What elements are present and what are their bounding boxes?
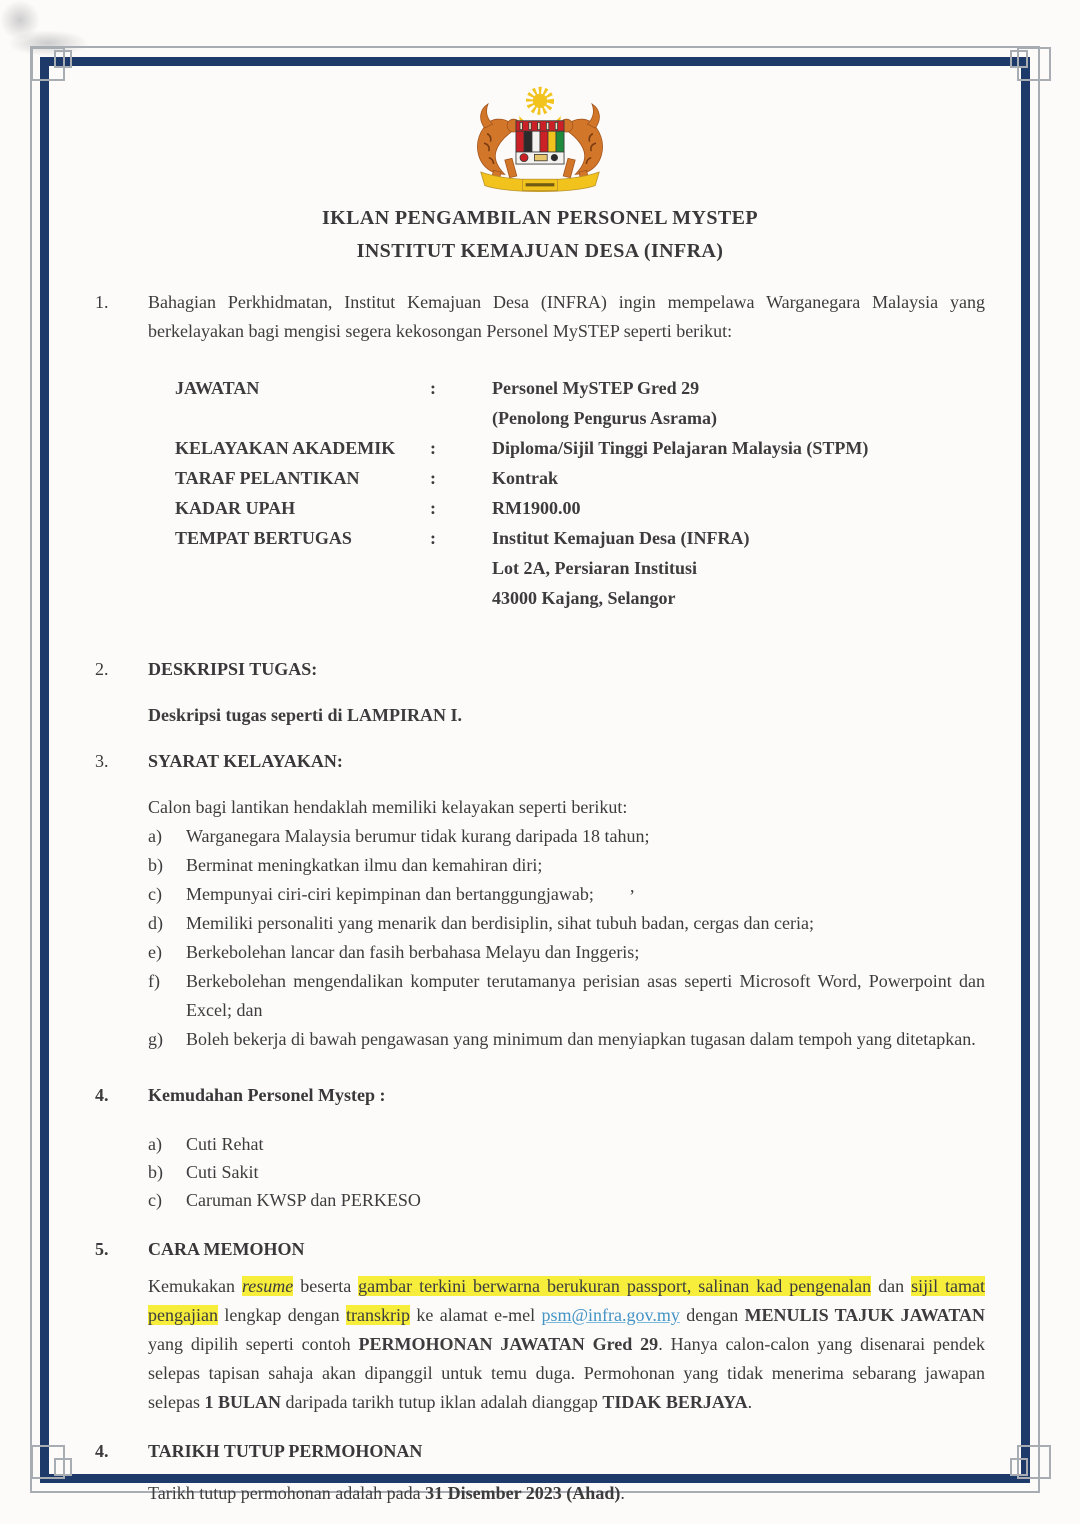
list-item: a) Cuti Rehat (148, 1134, 264, 1154)
section-intro (95, 288, 985, 346)
document-title-line1: IKLAN PENGAMBILAN PERSONEL MYSTEP (321, 207, 759, 229)
tarikh-paragraph: Tarikh tutup permohonan adalah pada 31 Disember 2023 (Ahad). (148, 1483, 625, 1503)
job-label: JAWATAN (175, 378, 260, 398)
document-title-line2: INSTITUT KEMAJUAN DESA (INFRA) (356, 240, 724, 262)
job-value: Institut Kemajuan Desa (INFRA) Lot 2A, Persiaran Institusi 43000 Kajang, Selangor (492, 528, 750, 608)
table-row: KELAYAKAN AKADEMIK : Diploma/Sijil Tinggi Pelajaran Malaysia (STPM) (175, 433, 985, 463)
list-item: b) Berminat meningkatkan ilmu dan kemahiran diri; (148, 855, 543, 875)
list-item: c) Mempunyai ciri-ciri kepimpinan dan bertanggungjawab; (148, 884, 594, 904)
section-deskripsi-tugas (95, 655, 985, 730)
section-number: 4. (95, 1085, 109, 1105)
section-syarat-kelayakan (95, 747, 985, 1054)
list-item: a) Warganegara Malaysia berumur tidak kurang daripada 18 tahun; (148, 826, 650, 846)
section-number: 2. (95, 659, 109, 679)
list-item: c) Caruman KWSP dan PERKESO (148, 1190, 421, 1210)
table-row: TEMPAT BERTUGAS : Institut Kemajuan Desa (INFRA) Lot 2A, Persiaran Institusi 43000 Kajang, Selangor (175, 523, 985, 613)
section-heading: DESKRIPSI TUGAS: (148, 659, 318, 679)
section-cara-memohon (95, 1235, 985, 1417)
intro-paragraph: Bahagian Perkhidmatan, Institut Kemajuan Desa (INFRA) ingin mempelawa Warganegara Malaysia yang berkelayakan bagi mengisi segera kekosongan Personel MySTEP seperti berikut: (148, 292, 985, 341)
job-value: RM1900.00 (492, 498, 581, 518)
highlighted-text: sijil tamat pengajian (148, 1276, 986, 1325)
job-label: TARAF PELANTIKAN (175, 468, 360, 488)
section-tarikh-tutup (95, 1437, 985, 1508)
section-heading: CARA MEMOHON (148, 1239, 305, 1259)
section-kemudahan (95, 1081, 985, 1214)
kemudahan-list (148, 1130, 985, 1214)
job-value: Kontrak (492, 468, 559, 488)
section-heading: Kemudahan Personel Mystep : (148, 1085, 386, 1105)
list-item: e) Berkebolehan lancar dan fasih berbahasa Melayu dan Inggeris; (148, 942, 640, 962)
job-label: TEMPAT BERTUGAS (175, 528, 352, 548)
table-row: JAWATAN : Personel MySTEP Gred 29 (Penolong Pengurus Asrama) (175, 373, 985, 433)
syarat-intro: Calon bagi lantikan hendaklah memiliki kelayakan seperti berikut: (148, 797, 628, 817)
section-number: 3. (95, 751, 109, 771)
job-label: KADAR UPAH (175, 498, 296, 518)
job-value: Personel MySTEP Gred 29 (Penolong Pengurus Asrama) (492, 378, 717, 428)
list-item: f) Berkebolehan mengendalikan komputer terutamanya perisian asas seperti Microsoft Word, Powerpoint dan Excel; dan (148, 971, 985, 1020)
section-heading: SYARAT KELAYAKAN: (148, 751, 343, 771)
email-link[interactable]: psm@infra.gov.my (541, 1305, 680, 1325)
document-title (95, 202, 985, 268)
deskripsi-body: Deskripsi tugas seperti di LAMPIRAN I. (148, 705, 463, 725)
syarat-list (148, 822, 985, 1054)
section-number: 1. (95, 292, 109, 312)
list-item: d) Memiliki personaliti yang menarik dan berdisiplin, sihat tubuh badan, cergas dan ceria; (148, 913, 814, 933)
section-heading: TARIKH TUTUP PERMOHONAN (148, 1441, 423, 1461)
job-value: Diploma/Sijil Tinggi Pelajaran Malaysia (STPM) (492, 438, 869, 458)
scan-artifact-comma: , (630, 876, 635, 896)
highlighted-text: resume (241, 1276, 294, 1296)
highlighted-text: transkrip (346, 1305, 411, 1325)
section-number: 4. (95, 1441, 109, 1461)
list-item: b) Cuti Sakit (148, 1162, 259, 1182)
job-spec-block (95, 346, 985, 613)
highlighted-text: gambar terkini berwarna berukuran passport, salinan kad pengenalan (358, 1276, 872, 1296)
table-row: KADAR UPAH : RM1900.00 (175, 493, 985, 523)
job-label: KELAYAKAN AKADEMIK (175, 438, 396, 458)
cara-paragraph: Kemukakan resume beserta gambar terkini berwarna berukuran passport, salinan kad pengenalan dan sijil tamat pengajian lengkap dengan transkrip ke alamat e-mel psm@infra.gov.my dengan MENULIS TAJUK JAWATAN yang dipilih seperti contoh PERMOHONAN JAWATAN Gred 29. Hanya calon-calon yang disenarai pendek selepas tapisan sahaja akan dipanggil untuk temu duga. Permohonan yang tidak menerima sebarang jawapan selepas 1 BULAN daripada tarikh tutup iklan adalah dianggap TIDAK BERJAYA. (148, 1276, 986, 1412)
job-spec-table (175, 373, 985, 613)
table-row: TARAF PELANTIKAN : Kontrak (175, 463, 985, 493)
section-number: 5. (95, 1239, 109, 1259)
list-item: g) Boleh bekerja di bawah pengawasan yang minimum dan menyiapkan tugasan dalam tempoh yang ditetapkan. (148, 1029, 976, 1049)
malaysia-coat-of-arms-logo (452, 84, 628, 196)
